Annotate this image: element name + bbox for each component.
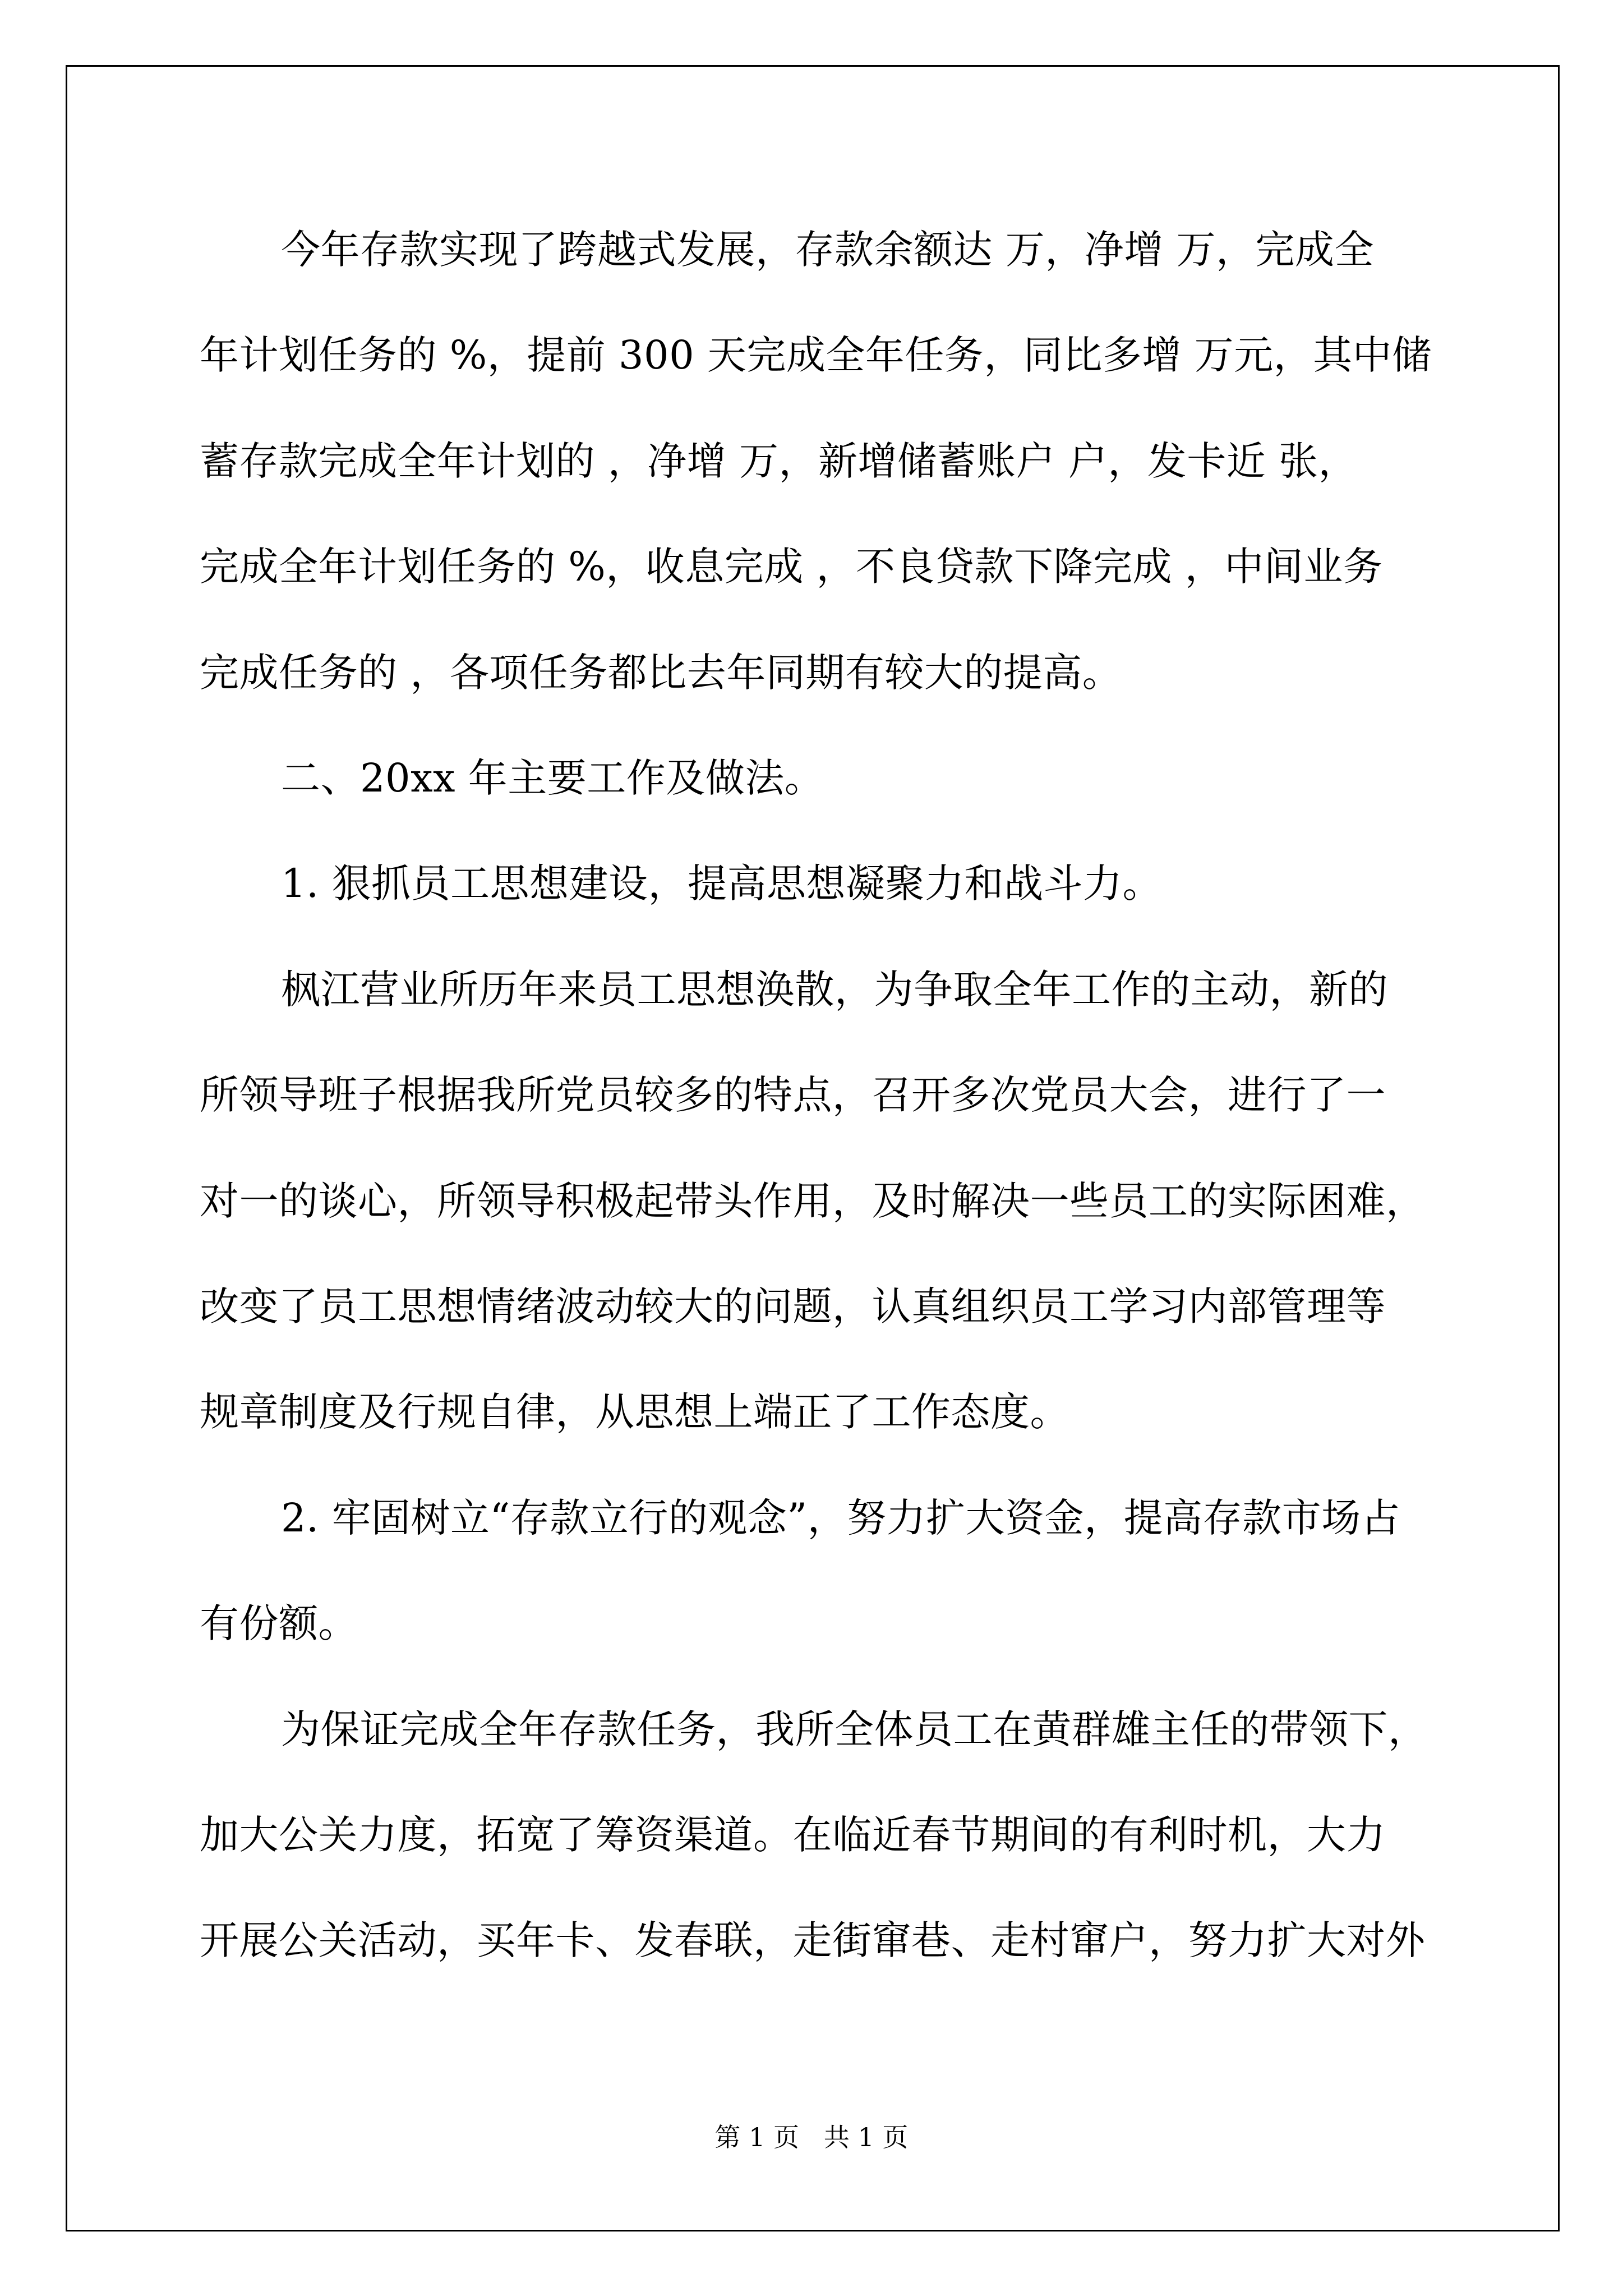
paragraph-line: 枫江营业所历年来员工思想涣散，为争取全年工作的主动，新的 [281,967,1388,1013]
page-border [66,65,1560,2231]
paragraph-line: 所领导班子根据我所党员较多的特点，召开多次党员大会，进行了一 [200,1072,1386,1118]
paragraph-line: 蓄存款完成全年计划的 ，净增 万，新增储蓄账户 户，发卡近 张， [200,438,1358,484]
subsection-heading: 2. 牢固树立“存款立行的观念”，努力扩大资金，提高存款市场占 [281,1495,1401,1541]
paragraph-line: 规章制度及行规自律，从思想上端正了工作态度。 [200,1389,1069,1435]
subsection-heading: 1. 狠抓员工思想建设，提高思想凝聚力和战斗力。 [281,861,1163,907]
paragraph-line: 为保证完成全年存款任务，我所全体员工在黄群雄主任的带领下， [281,1706,1428,1752]
paragraph-line: 完成任务的 ，各项任务都比去年同期有较大的提高。 [200,650,1122,696]
section-heading: 二、20xx 年主要工作及做法。 [281,755,824,801]
paragraph-line: 完成全年计划任务的 %，收息完成 ，不良贷款下降完成 ，中间业务 [200,544,1383,590]
paragraph-line: 对一的谈心，所领导积极起带头作用，及时解决一些员工的实际困难， [200,1178,1426,1224]
paragraph-line: 加大公关力度，拓宽了筹资渠道。在临近春节期间的有利时机，大力 [200,1812,1386,1858]
paragraph-line: 今年存款实现了跨越式发展，存款余额达 万，净增 万，完成全 [281,227,1375,273]
paragraph-line: 开展公关活动，买年卡、发春联，走街窜巷、走村窜户，努力扩大对外 [200,1917,1426,1963]
subsection-heading-continued: 有份额。 [200,1600,358,1646]
paragraph-line: 改变了员工思想情绪波动较大的问题，认真组织员工学习内部管理等 [200,1283,1386,1329]
page-footer: 第 1 页 共 1 页 [714,2122,909,2152]
paragraph-line: 年计划任务的 %，提前 300 天完成全年任务，同比多增 万元，其中储 [200,332,1432,378]
